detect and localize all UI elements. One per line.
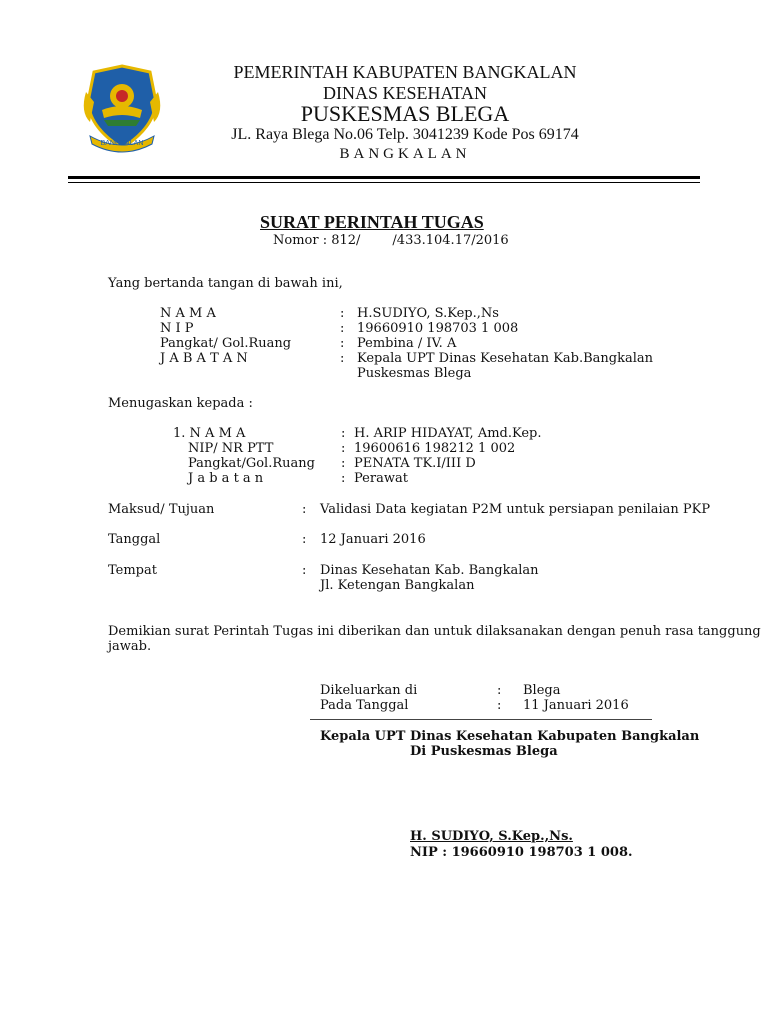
signer-rank-value: Pembina / IV. A xyxy=(357,336,457,351)
bangkalan-regency-emblem xyxy=(80,62,164,154)
assignee-name-value: H. ARIP HIDAYAT, Amd.Kep. xyxy=(354,426,542,441)
issued-date-colon: : xyxy=(497,698,502,713)
assignee-nip-colon: : xyxy=(341,441,346,456)
place-label: Tempat xyxy=(108,563,157,578)
signature-nip: NIP : 19660910 198703 1 008. xyxy=(410,845,633,860)
signature-name: H. SUDIYO, S.Kep.,Ns. xyxy=(410,829,573,844)
document-number xyxy=(273,233,509,248)
date-label: Tanggal xyxy=(108,532,161,547)
signer-nip-colon: : xyxy=(340,321,345,336)
document-number-label: Nomor : 812/ xyxy=(273,233,361,248)
document-number-suffix: /433.104.17/2016 xyxy=(392,233,509,248)
purpose-value: Validasi Data kegiatan P2M untuk persiapan penilaian PKP xyxy=(320,502,711,517)
signer-nip-label: N I P xyxy=(160,321,194,336)
issued-place-colon: : xyxy=(497,683,502,698)
signer-name-label: N A M A xyxy=(160,306,216,321)
assignee-name-label: 1. N A M A xyxy=(173,426,246,441)
closing-text-line1: Demikian surat Perintah Tugas ini diberikan dan untuk dilaksanakan dengan penuh rasa tanggung xyxy=(108,624,761,639)
letterhead-divider-thin xyxy=(68,182,700,183)
date-value: 12 Januari 2016 xyxy=(320,532,426,547)
assignee-position-label: J a b a t a n xyxy=(188,471,264,486)
assignee-nip-value: 19600616 198212 1 002 xyxy=(354,441,516,456)
signature-title-line2: Di Puskesmas Blega xyxy=(410,744,558,759)
letterhead-city: BANGKALAN xyxy=(339,146,471,162)
date-colon: : xyxy=(302,532,307,547)
place-colon: : xyxy=(302,563,307,578)
purpose-label: Maksud/ Tujuan xyxy=(108,502,215,517)
assignee-rank-value: PENATA TK.I/III D xyxy=(354,456,476,471)
intro-text: Yang bertanda tangan di bawah ini, xyxy=(108,276,343,291)
issued-date-value: 11 Januari 2016 xyxy=(523,698,629,713)
letterhead-government: PEMERINTAH KABUPATEN BANGKALAN xyxy=(233,62,577,82)
signer-name-colon: : xyxy=(340,306,345,321)
signer-name-value: H.SUDIYO, S.Kep.,Ns xyxy=(357,306,499,321)
letterhead-department: DINAS KESEHATAN xyxy=(322,83,488,103)
assignee-rank-colon: : xyxy=(341,456,346,471)
signer-position-value-line2: Puskesmas Blega xyxy=(357,366,472,381)
signature-title-line1: Kepala UPT Dinas Kesehatan Kabupaten Bangkalan xyxy=(320,729,700,744)
emblem-ribbon-text: BANGKALAN xyxy=(100,140,144,147)
place-value-line2: Jl. Ketengan Bangkalan xyxy=(320,578,475,593)
letterhead-institution: PUSKESMAS BLEGA xyxy=(300,101,510,126)
issued-date-label: Pada Tanggal xyxy=(320,698,409,713)
closing-text-line2: jawab. xyxy=(108,639,152,654)
letterhead-address: JL. Raya Blega No.06 Telp. 3041239 Kode Pos 69174 xyxy=(231,126,579,143)
signer-rank-label: Pangkat/ Gol.Ruang xyxy=(160,336,292,351)
signer-rank-colon: : xyxy=(340,336,345,351)
assignee-rank-label: Pangkat/Gol.Ruang xyxy=(188,456,315,471)
document-title: SURAT PERINTAH TUGAS xyxy=(260,212,484,232)
signature-divider xyxy=(310,719,652,720)
assignee-position-colon: : xyxy=(341,471,346,486)
issued-place-label: Dikeluarkan di xyxy=(320,683,418,698)
assign-intro-text: Menugaskan kepada : xyxy=(108,396,253,411)
place-value: Dinas Kesehatan Kab. Bangkalan xyxy=(320,563,539,578)
purpose-colon: : xyxy=(302,502,307,517)
signer-position-label: J A B A T A N xyxy=(160,351,248,366)
letterhead-divider-thick xyxy=(68,176,700,179)
assignee-position-value: Perawat xyxy=(354,471,408,486)
signer-nip-value: 19660910 198703 1 008 xyxy=(357,321,519,336)
issued-place-value: Blega xyxy=(523,683,561,698)
signer-position-value: Kepala UPT Dinas Kesehatan Kab.Bangkalan xyxy=(357,351,654,366)
signer-position-colon: : xyxy=(340,351,345,366)
assignee-name-colon: : xyxy=(341,426,346,441)
assignee-nip-label: NIP/ NR PTT xyxy=(188,441,274,456)
